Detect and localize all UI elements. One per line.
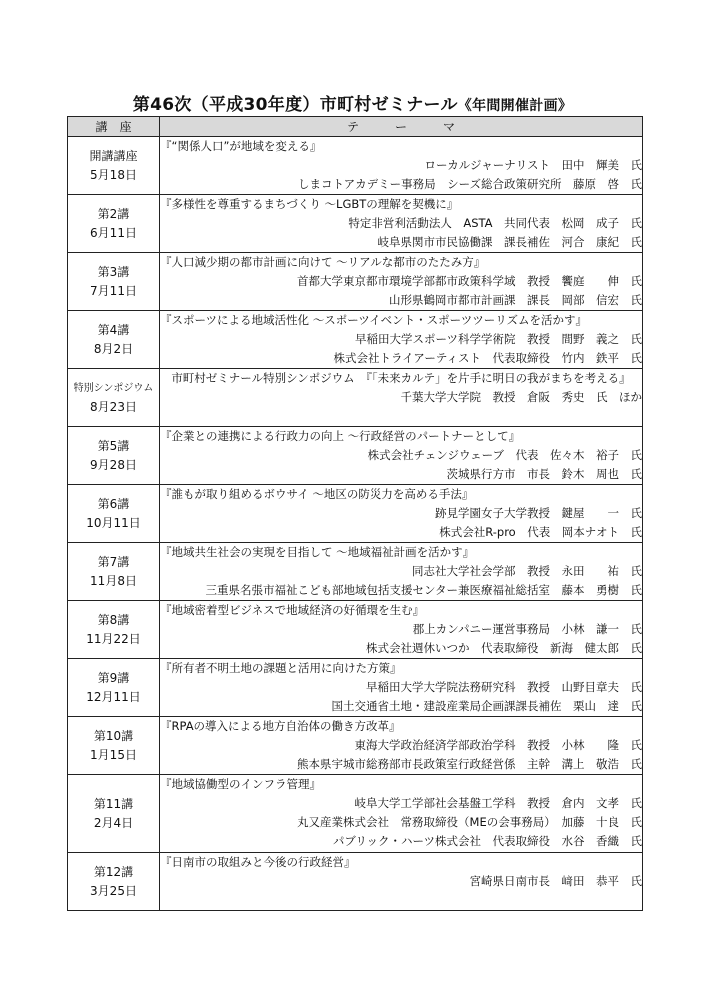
- lecture-date: 2月4日: [93, 815, 134, 830]
- lecture-cell: [68, 195, 160, 253]
- header-lecture: 講 座: [68, 117, 160, 137]
- speaker-line: 株式会社トライアーティスト 代表取締役 竹内 鉄平 氏: [333, 351, 642, 365]
- theme-cell: [160, 717, 643, 775]
- speaker-line: 国土交通省土地・建設産業局企画課課長補佐 栗山 達 氏: [331, 699, 642, 713]
- lecture-number: 第12講: [93, 864, 134, 879]
- lecture-cell: [68, 601, 160, 659]
- speaker-line: 岐阜大学工学部社会基盤工学科 教授 倉内 文孝 氏: [354, 796, 642, 810]
- speaker-line: 宮崎県日南市長 﨑田 恭平 氏: [469, 874, 642, 888]
- speaker-line: 岐阜県関市市民協働課 課長補佐 河合 康紀 氏: [377, 235, 642, 249]
- table-row: [68, 601, 643, 659]
- theme-title: 『スポーツによる地域活性化 ～スポーツイベント・スポーツツーリズムを活かす』: [160, 313, 587, 327]
- theme-cell: [160, 543, 643, 601]
- theme-title: 『企業との連携による行政力の向上 ～行政経営のパートナーとして』: [160, 429, 521, 443]
- lecture-number: 第11講: [93, 796, 134, 811]
- theme-title: 『RPAの導入による地方自治体の働き方改革』: [160, 719, 401, 733]
- table-row: [68, 253, 643, 311]
- theme-title: 『多様性を尊重するまちづくり ～LGBTの理解を契機に』: [160, 197, 459, 211]
- speaker-line: 同志社大学社会学部 教授 永田 祐 氏: [412, 564, 642, 578]
- table-row: [68, 659, 643, 717]
- lecture-cell: [68, 369, 160, 427]
- theme-title: 『人口減少期の都市計画に向けて ～リアルな都市のたたみ方』: [160, 255, 486, 269]
- lecture-number: 第2講: [97, 206, 130, 221]
- table-row: [68, 195, 643, 253]
- speaker-line: 特定非営利活動法人 ASTA 共同代表 松岡 成子 氏: [348, 216, 642, 230]
- lecture-number: 第10講: [93, 728, 134, 743]
- speaker-line: 千葉大学大学院 教授 倉阪 秀史 氏 ほか: [400, 390, 642, 404]
- lecture-date: 8月2日: [93, 341, 134, 356]
- speaker-line: パブリック・ハーツ株式会社 代表取締役 水谷 香織 氏: [332, 834, 642, 848]
- lecture-number: 第8講: [97, 612, 130, 627]
- speaker-line: 東海大学政治経済学部政治学科 教授 小林 隆 氏: [354, 738, 642, 752]
- title-main: 第46次（平成30年度）市町村ゼミナール: [132, 95, 458, 115]
- lecture-cell: [68, 311, 160, 369]
- speaker-line: 熊本県宇城市総務部市長政策室行政経営係 主幹 溝上 敬浩 氏: [297, 757, 642, 771]
- lecture-cell: [68, 853, 160, 911]
- title-sub: 《年間開催計画》: [457, 98, 573, 114]
- lecture-date: 3月25日: [90, 883, 137, 898]
- table-row: [68, 717, 643, 775]
- theme-cell: [160, 253, 643, 311]
- lecture-cell: [68, 427, 160, 485]
- theme-cell: [160, 659, 643, 717]
- lecture-date: 12月11日: [86, 689, 141, 704]
- theme-cell: [160, 369, 643, 427]
- schedule-body: [68, 137, 643, 911]
- speaker-line: 株式会社週休いつか 代表取締役 新海 健太郎 氏: [366, 641, 642, 655]
- speaker-line: 株式会社R-pro 代表 岡本ナオト 氏: [439, 525, 642, 539]
- lecture-number: 開講講座: [89, 148, 138, 163]
- lecture-date: 9月28日: [90, 457, 137, 472]
- table-row: [68, 543, 643, 601]
- header-theme: テ ー マ: [160, 117, 643, 137]
- theme-cell: [160, 601, 643, 659]
- lecture-date: 11月8日: [90, 573, 137, 588]
- theme-title: 『地域協働型のインフラ管理』: [160, 777, 321, 791]
- lecture-number: 第4講: [97, 322, 130, 337]
- theme-cell: [160, 195, 643, 253]
- lecture-date: 11月22日: [86, 631, 141, 646]
- theme-title: 『日南市の取組みと今後の行政経営』: [160, 855, 356, 869]
- lecture-cell: [68, 775, 160, 853]
- table-row: [68, 427, 643, 485]
- lecture-date: 5月18日: [90, 167, 137, 182]
- lecture-number: 第9講: [97, 670, 130, 685]
- theme-title: 『誰もが取り組めるボウサイ ～地区の防災力を高める手法』: [160, 487, 474, 501]
- speaker-line: 株式会社チェンジウェーブ 代表 佐々木 裕子 氏: [367, 448, 642, 462]
- theme-title: 市町村ゼミナール特別シンポジウム 『「未来カルテ」を片手に明日の我がまちを考える』: [171, 371, 631, 385]
- lecture-cell: [68, 253, 160, 311]
- lecture-cell: [68, 717, 160, 775]
- lecture-number: 第7講: [97, 554, 130, 569]
- speaker-line: しまコトアカデミー事務局 シーズ総合政策研究所 藤原 啓 氏: [298, 177, 642, 191]
- speaker-line: 丸又産業株式会社 常務取締役（MEの会事務局） 加藤 十良 氏: [297, 815, 642, 829]
- speaker-line: 首都大学東京都市環境学部都市政策科学域 教授 饗庭 伸 氏: [297, 274, 642, 288]
- page-title: [0, 90, 705, 115]
- lecture-date: 10月11日: [86, 515, 141, 530]
- speaker-line: 茨城県行方市 市長 鈴木 周也 氏: [446, 467, 642, 481]
- lecture-date: 8月23日: [90, 399, 137, 414]
- table-row: [68, 137, 643, 195]
- speaker-line: ローカルジャーナリスト 田中 輝美 氏: [424, 158, 642, 172]
- lecture-cell: [68, 485, 160, 543]
- speaker-line: 早稲田大学大学院法務研究科 教授 山野目章夫 氏: [366, 680, 642, 694]
- table-row: [68, 775, 643, 853]
- lecture-date: 1月15日: [90, 747, 137, 762]
- theme-cell: [160, 427, 643, 485]
- speaker-line: 早稲田大学スポーツ科学学術院 教授 間野 義之 氏: [354, 332, 642, 346]
- theme-cell: [160, 311, 643, 369]
- lecture-number: 第5講: [97, 438, 130, 453]
- lecture-date: 6月11日: [90, 225, 137, 240]
- lecture-number: 特別シンポジウム: [73, 382, 154, 394]
- theme-title: 『所有者不明土地の課題と活用に向けた方策』: [160, 661, 402, 675]
- table-row: [68, 369, 643, 427]
- schedule-table: [67, 116, 643, 911]
- table-row: [68, 853, 643, 911]
- table-row: [68, 485, 643, 543]
- speaker-line: 郡上カンパニー運営事務局 小林 謙一 氏: [412, 622, 642, 636]
- lecture-date: 7月11日: [90, 283, 137, 298]
- table-header-row: [68, 117, 643, 137]
- theme-cell: [160, 137, 643, 195]
- lecture-cell: [68, 137, 160, 195]
- theme-title: 『地域共生社会の実現を目指して ～地域福祉計画を活かす』: [160, 545, 475, 559]
- speaker-line: 跡見学園女子大学教授 鍵屋 一 氏: [435, 506, 642, 520]
- theme-title: 『“関係人口”が地域を変える』: [160, 139, 322, 153]
- speaker-line: 山形県鶴岡市都市計画課 課長 岡部 信宏 氏: [389, 293, 642, 307]
- speaker-line: 三重県名張市福祉こども部地域包括支援センター兼医療福祉総括室 藤本 勇樹 氏: [205, 583, 642, 597]
- theme-cell: [160, 775, 643, 853]
- lecture-number: 第3講: [97, 264, 130, 279]
- lecture-number: 第6講: [97, 496, 130, 511]
- theme-title: 『地域密着型ビジネスで地域経済の好循環を生む』: [160, 603, 425, 617]
- table-row: [68, 311, 643, 369]
- theme-cell: [160, 485, 643, 543]
- lecture-cell: [68, 659, 160, 717]
- lecture-cell: [68, 543, 160, 601]
- theme-cell: [160, 853, 643, 911]
